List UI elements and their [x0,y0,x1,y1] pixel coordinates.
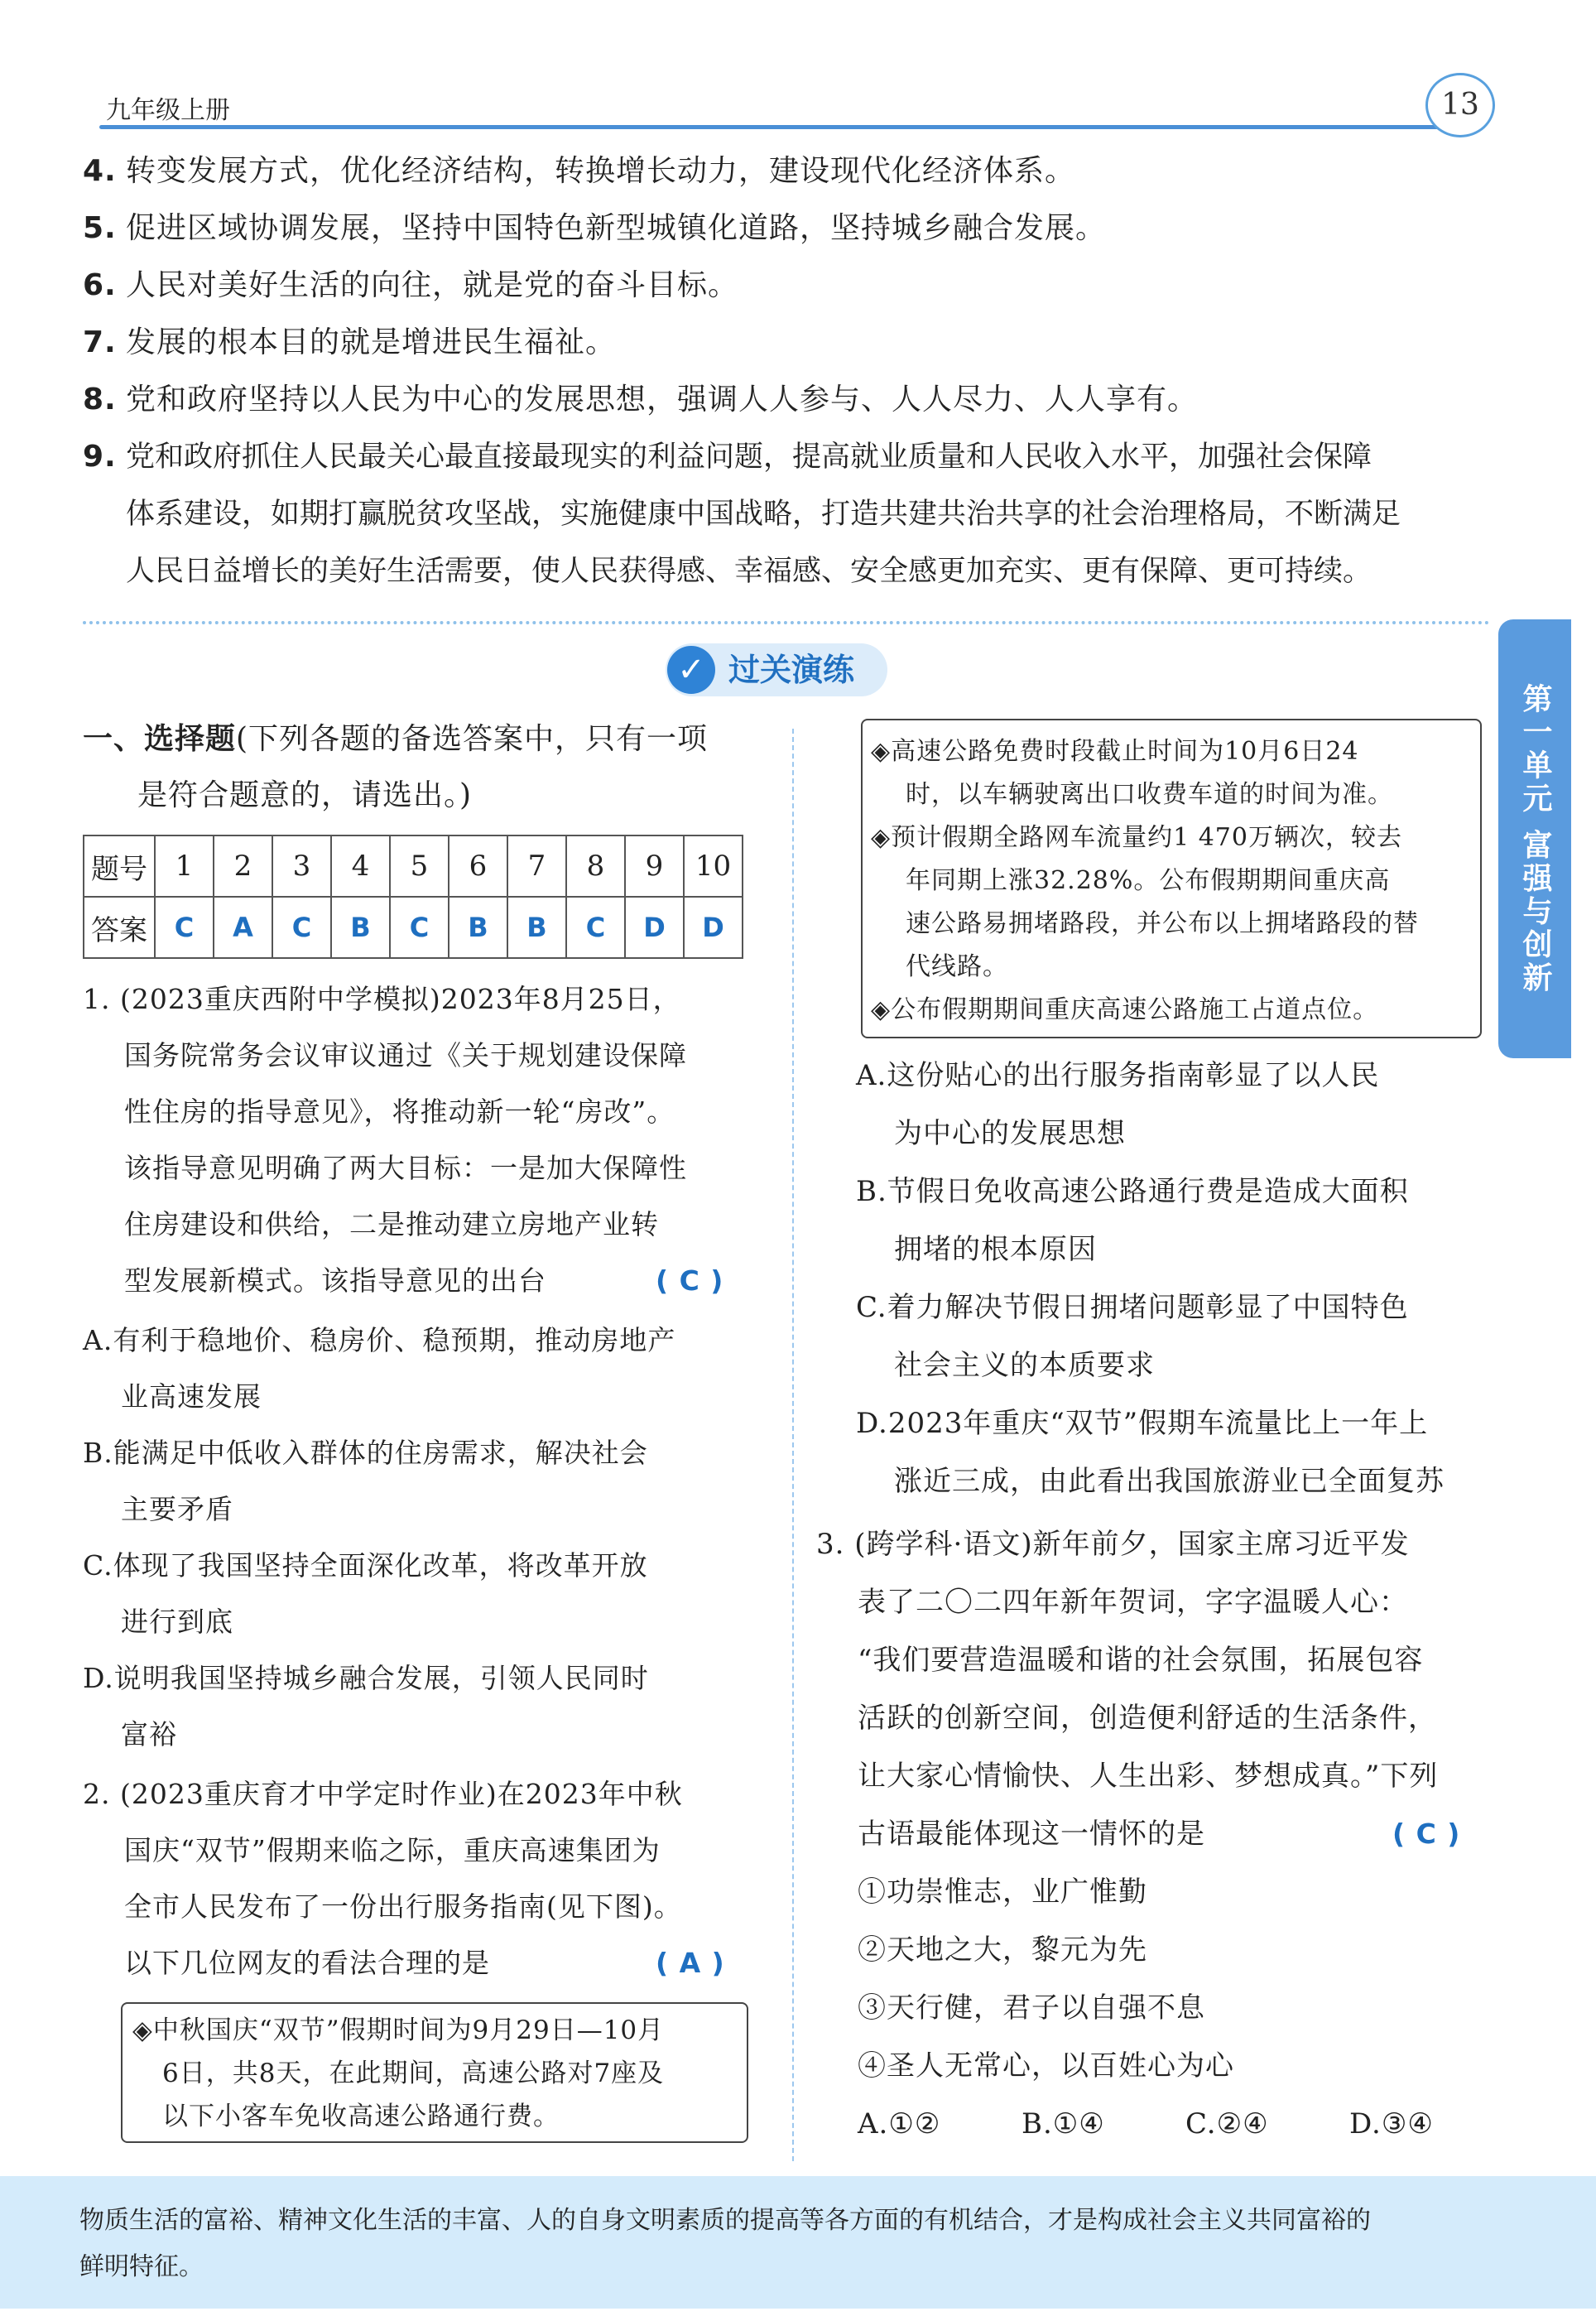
table-row [84,835,743,897]
question-2-option: D.2023年重庆“双节”假期车流量比上一年上 [856,1407,1429,1440]
table-cell: 6 [449,835,507,897]
answer-cell: B [507,897,566,958]
question-3-choice: D.③④ [1349,2107,1434,2140]
section-heading [83,710,708,768]
table-header: 答案 [84,897,155,958]
answer-cell: C [390,897,449,958]
answer-cell: C [566,897,625,958]
section-banner: 过关演练 [666,643,887,696]
table-cell: 3 [272,835,331,897]
question-1-option: 进行到底 [121,1606,233,1638]
section-instruction: (下列各题的备选答案中，只有一项 [236,722,709,756]
question-3-text: 3. (跨学科·语文)新年前夕，国家主席习近平发 [816,1528,1410,1561]
header-rule [99,125,1457,129]
guide-text: ◈预计假期全路网车流量约1 470万辆次，较去 [871,823,1402,852]
question-2-text: 国庆“双节”假期来临之际，重庆高速集团为 [124,1834,661,1866]
question-1-option: 富裕 [121,1718,177,1750]
guide-text: 速公路易拥堵路段，并公布以上拥堵路段的替 [906,909,1419,938]
question-2-text: 以下几位网友的看法合理的是 [124,1947,490,1979]
point-text: 发展的根本目的就是增进民生福祉。 [126,325,617,359]
table-cell: 7 [507,835,566,897]
point-text: 党和政府坚持以人民为中心的发展思想，强调人人参与、人人尽力、人人享有。 [126,383,1199,417]
answer-cell: B [449,897,507,958]
table-cell: 4 [331,835,390,897]
question-3-text: 活跃的创新空间，创造便利舒适的生活条件， [858,1702,1437,1735]
footer-text: 物质生活的富裕、精神文化生活的丰富、人的自身文明素质的提高等各方面的有机结合，才是构成社会主义共同富裕的 [79,2206,1371,2235]
column-divider [792,729,794,2161]
check-icon: ✓ [667,646,715,694]
point-text: 转变发展方式，优化经济结构，转换增长动力，建设现代化经济体系。 [126,154,1076,188]
question-3-choice: B.①④ [1022,2107,1105,2140]
question-2-option: 社会主义的本质要求 [894,1349,1155,1382]
question-1-text: 1. (2023重庆西附中学模拟)2023年8月25日， [83,983,681,1015]
question-3-answer: ( C ) [1392,1818,1461,1850]
guide-text: 年同期上涨32.28%。公布假期期间重庆高 [906,866,1391,895]
guide-text: 时，以车辆驶离出口收费车道的时间为准。 [906,780,1393,809]
point-text: 党和政府抓住人民最关心最直接最现实的利益问题，提高就业质量和人民收入水平，加强社会保障 [126,441,1372,474]
answer-cell: C [272,897,331,958]
book-title: 九年级上册 [106,96,230,125]
answer-table [83,835,743,959]
question-3-text: “我们要营造温暖和谐的社会氛围，拓展包容 [858,1644,1424,1677]
guide-text: 以下小客车免收高速公路通行费。 [162,2102,560,2131]
guide-text: ◈高速公路免费时段截止时间为10月6日24 [871,737,1359,766]
answer-cell: D [625,897,684,958]
question-3-item: ③天行健，君子以自强不息 [858,1991,1205,2025]
section-title: 一、选择题 [83,722,237,756]
answer-cell: B [331,897,390,958]
answer-cell: A [214,897,272,958]
question-2-option: A.这份贴心的出行服务指南彰显了以人民 [856,1059,1380,1092]
point-number: 4. [83,154,117,188]
question-3-item: ②天地之大，黎元为先 [858,1933,1147,1967]
section-instruction: 是符合题意的，请选出。) [137,778,473,812]
question-1-text: 该指导意见明确了两大目标：一是加大保障性 [124,1152,687,1184]
page-number: 13 [1425,73,1495,137]
table-cell: 9 [625,835,684,897]
question-3-choice: C.②④ [1185,2107,1269,2140]
answer-cell: D [684,897,743,958]
footer-text: 鲜明特征。 [79,2252,204,2281]
question-2-option: 涨近三成，由此看出我国旅游业已全面复苏 [894,1465,1445,1498]
question-2-option: C.着力解决节假日拥堵问题彰显了中国特色 [856,1291,1409,1324]
point-text: 人民对美好生活的向往，就是党的奋斗目标。 [126,268,739,302]
guide-text: 代线路。 [906,952,1008,981]
question-3-item: ①功崇惟志，业广惟勤 [858,1876,1147,1909]
guide-text: 6日，共8天，在此期间，高速公路对7座及 [162,2059,665,2088]
question-1-option: C.体现了我国坚持全面深化改革，将改革开放 [83,1549,648,1582]
question-2-text: 全市人民发布了一份出行服务指南(见下图)。 [124,1890,682,1923]
table-cell: 8 [566,835,625,897]
point-number: 6. [83,268,117,302]
point-number: 5. [83,211,117,245]
point-text: 体系建设，如期打赢脱贫攻坚战，实施健康中国战略，打造共建共治共享的社会治理格局，不断满足 [126,498,1401,531]
unit-side-tab: 第一单元 富强与创新 [1498,619,1571,1058]
table-cell: 2 [214,835,272,897]
question-2-option: B.节假日免收高速公路通行费是造成大面积 [856,1175,1409,1208]
question-1-option: 主要矛盾 [121,1493,233,1525]
question-2-option: 为中心的发展思想 [894,1117,1126,1150]
question-1-option: 业高速发展 [121,1380,262,1413]
question-1-option: A.有利于稳地价、稳房价、稳预期，推动房地产 [83,1324,676,1356]
question-3-item: ④圣人无常心，以百姓心为心 [858,2049,1234,2083]
guide-text: ◈公布假期期间重庆高速公路施工占道点位。 [871,995,1379,1024]
question-3-text: 表了二〇二四年新年贺词，字字温暖人心： [858,1586,1408,1619]
table-cell: 1 [155,835,214,897]
question-3-text: 让大家心情愉快、人生出彩、梦想成真。”下列 [858,1760,1439,1793]
section-divider [83,621,1490,624]
point-number: 9. [83,440,117,474]
question-2-option: 拥堵的根本原因 [894,1233,1097,1266]
question-1-text: 型发展新模式。该指导意见的出台 [124,1264,546,1297]
question-1-answer: ( C ) [656,1264,724,1297]
point-number: 7. [83,325,117,359]
question-1-option: B.能满足中低收入群体的住房需求，解决社会 [83,1437,648,1469]
question-1-text: 性住房的指导意见》，将推动新一轮“房改”。 [124,1095,675,1128]
table-row [84,897,743,958]
guide-text: ◈中秋国庆“双节”假期时间为9月29日—10月 [132,2015,665,2045]
answer-cell: C [155,897,214,958]
question-1-text: 国务院常务会议审议通过《关于规划建设保障 [124,1039,687,1071]
table-header: 题号 [84,835,155,897]
question-3-text: 古语最能体现这一情怀的是 [858,1818,1205,1851]
question-1-option: D.说明我国坚持城乡融合发展，引领人民同时 [83,1662,649,1694]
question-3-choice: A.①② [858,2107,941,2140]
question-2-text: 2. (2023重庆育才中学定时作业)在2023年中秋 [83,1778,683,1810]
point-text: 促进区域协调发展，坚持中国特色新型城镇化道路，坚持城乡融合发展。 [126,211,1107,245]
table-cell: 5 [390,835,449,897]
question-2-answer: ( A ) [656,1947,725,1979]
point-number: 8. [83,383,117,417]
table-cell: 10 [684,835,743,897]
question-1-text: 住房建设和供给，二是推动建立房地产业转 [124,1208,659,1240]
point-text: 人民日益增长的美好生活需要，使人民获得感、幸福感、安全感更加充实、更有保障、更可持续。 [126,555,1372,588]
